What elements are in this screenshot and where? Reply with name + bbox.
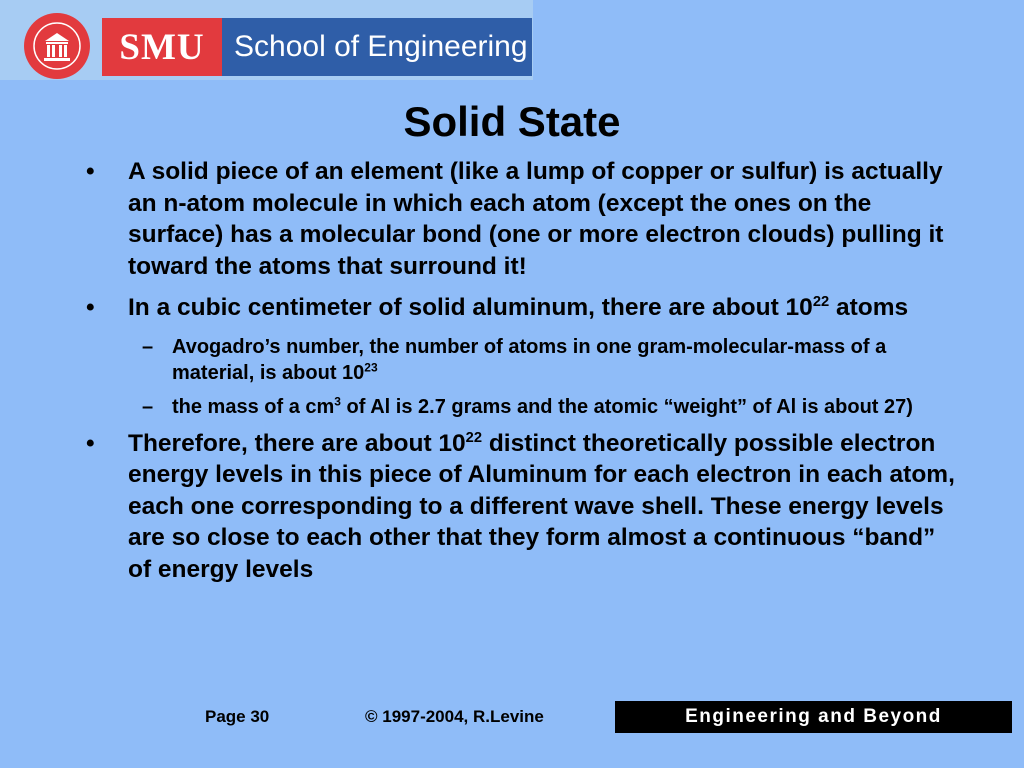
sub-bullet-item — [86, 394, 956, 420]
bullet-marker: • — [86, 158, 95, 185]
sub-bullet-marker: – — [142, 335, 154, 358]
bullet-text: A solid piece of an element (like a lump of copper or sulfur) is actually an n-atom molecule in which each atom (except the ones on the surface) has a molecular bond (one or more electron clouds) pulling it toward the atoms that surround it! — [128, 158, 944, 280]
bullet-marker: • — [86, 429, 95, 457]
tagline-badge: Engineering and Beyond — [615, 701, 1012, 733]
sub-bullet-item — [86, 334, 956, 386]
copyright: © 1997-2004, R.Levine — [365, 707, 544, 726]
sub-bullet-text-end: of Al is 2.7 grams and the atomic “weight” of Al is about 27) — [340, 395, 913, 418]
exponent: 22 — [812, 293, 830, 310]
page-number: Page 30 — [205, 707, 270, 726]
slide-body — [86, 156, 956, 595]
school-name: School of Engineering — [222, 18, 532, 76]
bullet-item — [86, 156, 956, 282]
exponent: 3 — [334, 393, 341, 408]
sub-bullet-marker: – — [142, 395, 154, 418]
sub-bullet-text: Avogadro’s number, the number of atoms in one gram-molecular-mass of a material, is about 10 — [172, 335, 887, 384]
sub-bullet-text: the mass of a cm — [172, 395, 335, 418]
brand-logo: SMU — [102, 18, 222, 76]
bullet-item — [86, 292, 956, 324]
bullet-text-end: atoms — [829, 294, 909, 321]
slide-title: Solid State — [403, 98, 621, 145]
bullet-text: Therefore, there are about 10 — [128, 429, 466, 457]
exponent: 22 — [465, 429, 483, 446]
bullet-text-end: distinct theoretically possible electron energy levels in this piece of Aluminum for each electron in each atom, each one corresponding to a different wave shell. These energy levels are so close to each other that they form almost a continuous “band” of energy levels — [128, 429, 955, 583]
exponent: 23 — [364, 359, 378, 374]
smu-seal-icon — [24, 13, 90, 79]
bullet-marker: • — [86, 294, 95, 321]
bullet-item — [86, 428, 956, 586]
logo-bar — [0, 0, 533, 80]
bullet-text: In a cubic centimeter of solid aluminum, there are about 10 — [128, 294, 813, 321]
